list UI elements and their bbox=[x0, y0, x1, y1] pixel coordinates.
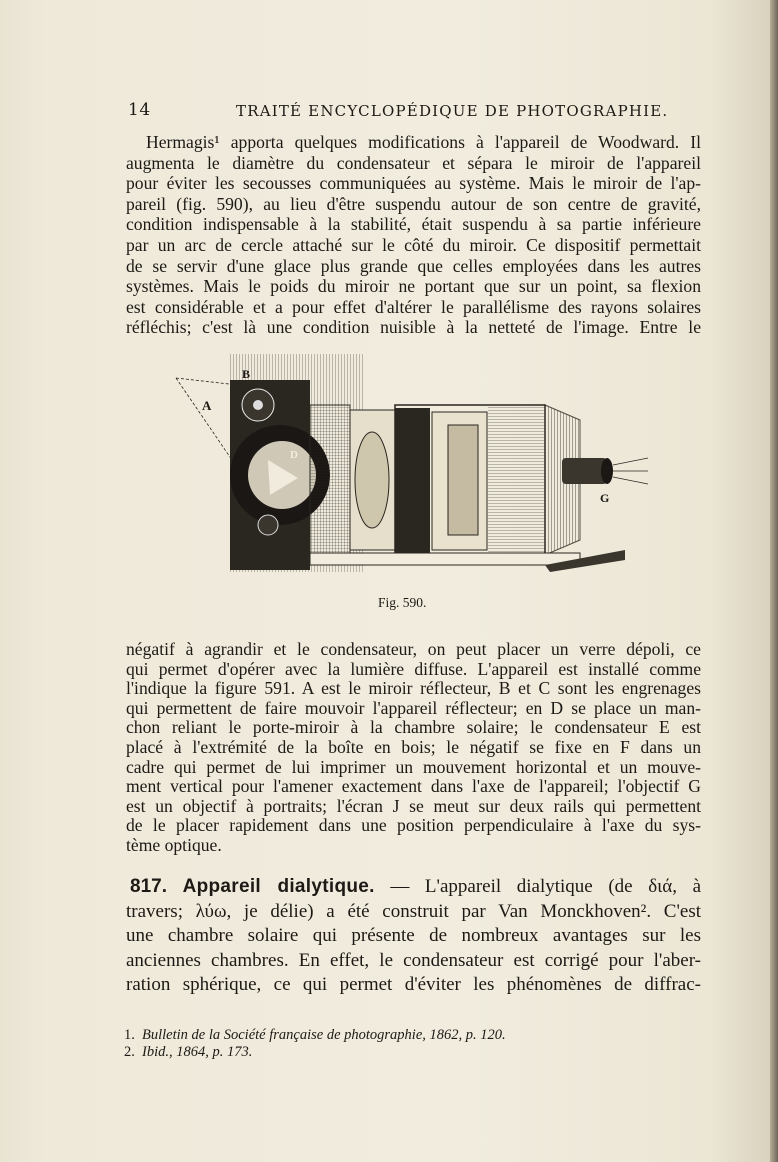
section-817 bbox=[126, 875, 701, 998]
label-g: G bbox=[600, 491, 610, 505]
text-line: réfléchis; c'est là une condition nuisible à la netteté de l'image. Entre le bbox=[126, 317, 701, 338]
text-line: cadre qui permet de lui imprimer un mouvement horizontal et un mouve- bbox=[126, 756, 701, 777]
footnote-2 bbox=[124, 1044, 684, 1061]
figure-caption: Fig. 590. bbox=[378, 595, 427, 610]
footnote-text: Ibid., 1864, p. 173. bbox=[142, 1044, 253, 1060]
text-line: par un arc de cercle attaché sur le côté du miroir. Ce dispositif permettait bbox=[126, 234, 701, 255]
footnote-text: Bulletin de la Société française de photographie, 1862, p. 120. bbox=[142, 1027, 506, 1043]
text-line: anciennes chambres. En effet, le condensateur est corrigé pour l'aber- bbox=[126, 949, 701, 971]
book-spine-edge bbox=[770, 0, 778, 1162]
text-line: est un objectif à portraits; l'écran J se meut sur deux rails qui permettent bbox=[126, 795, 701, 816]
text-line: de le placer rapidement dans une position perpendiculaire à l'axe du sys- bbox=[126, 815, 701, 836]
text-line: augmenta le diamètre du condensateur et sépara le miroir de l'appareil bbox=[126, 152, 701, 173]
footnotes bbox=[124, 1027, 684, 1061]
running-title: TRAITÉ ENCYCLOPÉDIQUE DE PHOTOGRAPHIE. bbox=[236, 102, 669, 120]
footnote-number: 2. bbox=[124, 1044, 135, 1060]
text-line: qui permet d'opérer avec la lumière diffuse. L'appareil est installé comme bbox=[126, 658, 701, 679]
text-line: ment vertical pour l'amener exactement dans l'axe de l'appareil; l'objectif G bbox=[126, 776, 701, 797]
text-line: placé à l'extrémité de la boîte en bois; le négatif se fixe en F dans un bbox=[126, 736, 701, 757]
figure-590-solar-camera bbox=[170, 350, 650, 590]
text-line: négatif à agrandir et le condensateur, on peut placer un verre dépoli, ce bbox=[126, 639, 701, 659]
text-line: une chambre solaire qui présente de nombreux avantages sur les bbox=[126, 925, 701, 946]
text-line: systèmes. Mais le poids du miroir ne portant que sur un point, sa flexion bbox=[126, 276, 701, 297]
label-b: B bbox=[242, 367, 251, 381]
text-line: ration sphérique, ce qui permet d'éviter les phénomènes de diffrac- bbox=[126, 974, 701, 995]
text-line: de se servir d'une glace plus grande que celles employées dans les autres bbox=[126, 255, 701, 276]
text-line: est considérable et a pour effet d'altérer le parallélisme des rayons solaires bbox=[126, 296, 701, 317]
text-line: travers; λύω, je délie) a été construit par Van Monckhoven². C'est bbox=[126, 900, 701, 922]
paragraph-negatif bbox=[126, 640, 701, 856]
text-line: Hermagis¹ apporta quelques modifications à l'appareil de Woodward. Il bbox=[146, 132, 701, 152]
footnote-number: 1. bbox=[124, 1027, 135, 1043]
section-title: Appareil dialytique. bbox=[182, 876, 375, 897]
footnote-1 bbox=[124, 1027, 684, 1044]
solar-camera-engraving bbox=[170, 350, 650, 590]
text-line: pareil (fig. 590), au lieu d'être suspendu autour de son centre de gravité, bbox=[126, 193, 701, 214]
section-heading-line bbox=[126, 875, 701, 900]
page-number: 14 bbox=[128, 100, 151, 120]
text-line: condition indispensable à la stabilité, était suspendu à sa partie inférieure bbox=[126, 214, 701, 235]
text-line: qui permettent de faire mouvoir l'appareil réflecteur; en D se place un man- bbox=[126, 697, 701, 718]
text-line: l'indique la figure 591. A est le miroir réflecteur, B et C sont les engrenages bbox=[126, 678, 701, 699]
label-d: D bbox=[290, 449, 298, 461]
paragraph-hermagis bbox=[126, 132, 701, 338]
text-line: pour éviter les secousses communiquées au système. Mais le miroir de l'ap- bbox=[126, 173, 701, 194]
section-number: 817. bbox=[130, 876, 167, 897]
text-line: — L'appareil dialytique (de διά, à bbox=[390, 876, 702, 897]
text-line: chon reliant le porte-miroir à la chambre solaire; le condensateur E est bbox=[126, 717, 701, 738]
label-a: A bbox=[202, 398, 212, 413]
text-line: tème optique. bbox=[126, 834, 222, 855]
